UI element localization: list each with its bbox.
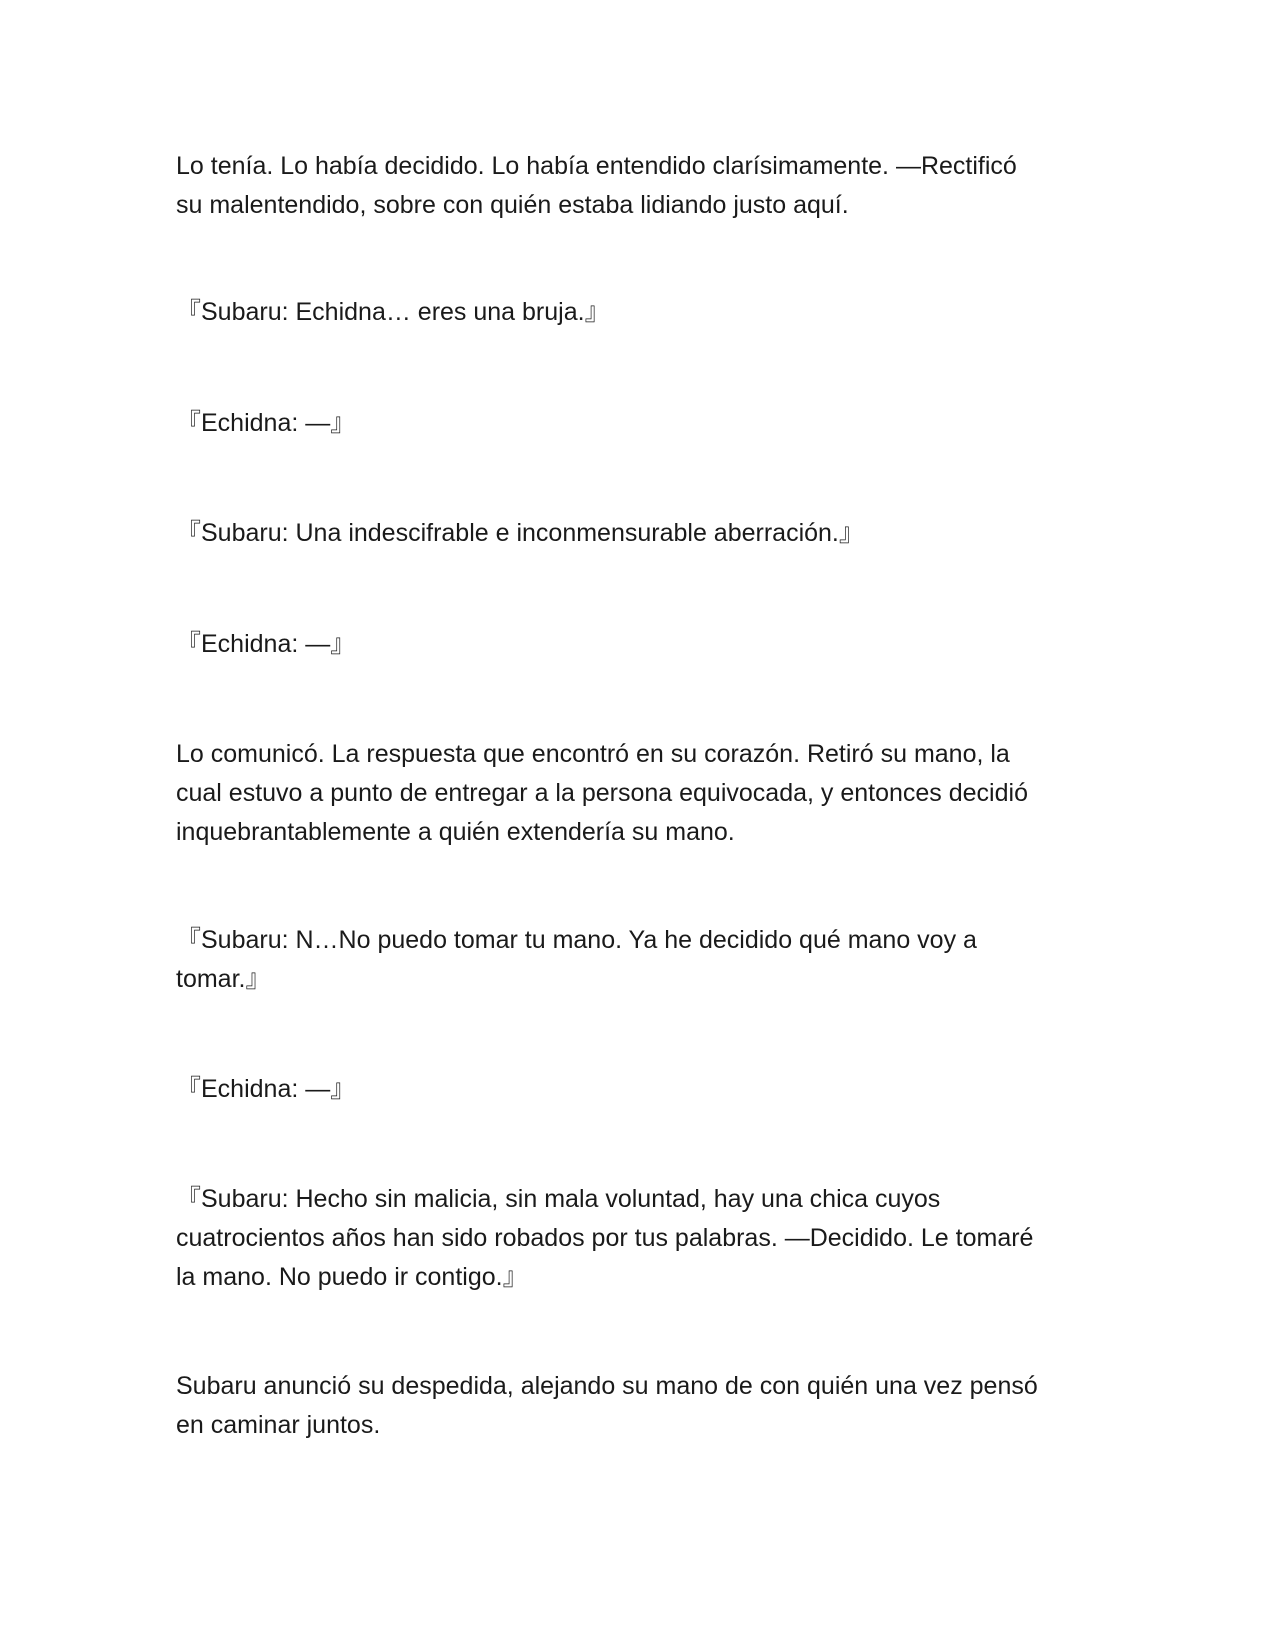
- paragraph-line: tomar.』: [176, 965, 271, 993]
- dialogue-subaru-4: [176, 1180, 1096, 1297]
- dialogue-echidna-1: [176, 404, 1096, 443]
- paragraph-line: 『Echidna: —』: [176, 630, 356, 658]
- dialogue-echidna-2: [176, 625, 1096, 664]
- paragraph-line: Subaru anunció su despedida, alejando su mano de con quién una vez pensó: [176, 1372, 1038, 1400]
- paragraph-line: 『Subaru: Una indescifrable e inconmensurable aberración.』: [176, 519, 864, 547]
- paragraph-line: 『Subaru: N…No puedo tomar tu mano. Ya he decidido qué mano voy a: [176, 926, 977, 954]
- dialogue-subaru-3: [176, 921, 1096, 999]
- paragraph-line: 『Subaru: Hecho sin malicia, sin mala voluntad, hay una chica cuyos: [176, 1185, 941, 1213]
- paragraph-line: cual estuvo a punto de entregar a la persona equivocada, y entonces decidió: [176, 779, 1028, 807]
- paragraph-line: en caminar juntos.: [176, 1411, 381, 1439]
- paragraph-3: [176, 1367, 1096, 1445]
- dialogue-subaru-2: [176, 514, 1096, 553]
- paragraph-line: su malentendido, sobre con quién estaba lidiando justo aquí.: [176, 191, 849, 219]
- paragraph-line: la mano. No puedo ir contigo.』: [176, 1263, 528, 1291]
- paragraph-line: Lo comunicó. La respuesta que encontró en su corazón. Retiró su mano, la: [176, 740, 1010, 768]
- dialogue-subaru-1: [176, 293, 1096, 332]
- paragraph-line: Lo tenía. Lo había decidido. Lo había entendido clarísimamente. —Rectificó: [176, 152, 1017, 180]
- paragraph-line: cuatrocientos años han sido robados por tus palabras. —Decidido. Le tomaré: [176, 1224, 1034, 1252]
- paragraph-1: [176, 147, 1096, 225]
- paragraph-2: [176, 735, 1096, 852]
- paragraph-line: 『Echidna: —』: [176, 1075, 356, 1103]
- paragraph-line: 『Subaru: Echidna… eres una bruja.』: [176, 298, 610, 326]
- paragraph-line: inquebrantablemente a quién extendería su mano.: [176, 818, 735, 846]
- paragraph-line: 『Echidna: —』: [176, 409, 356, 437]
- dialogue-echidna-3: [176, 1070, 1096, 1109]
